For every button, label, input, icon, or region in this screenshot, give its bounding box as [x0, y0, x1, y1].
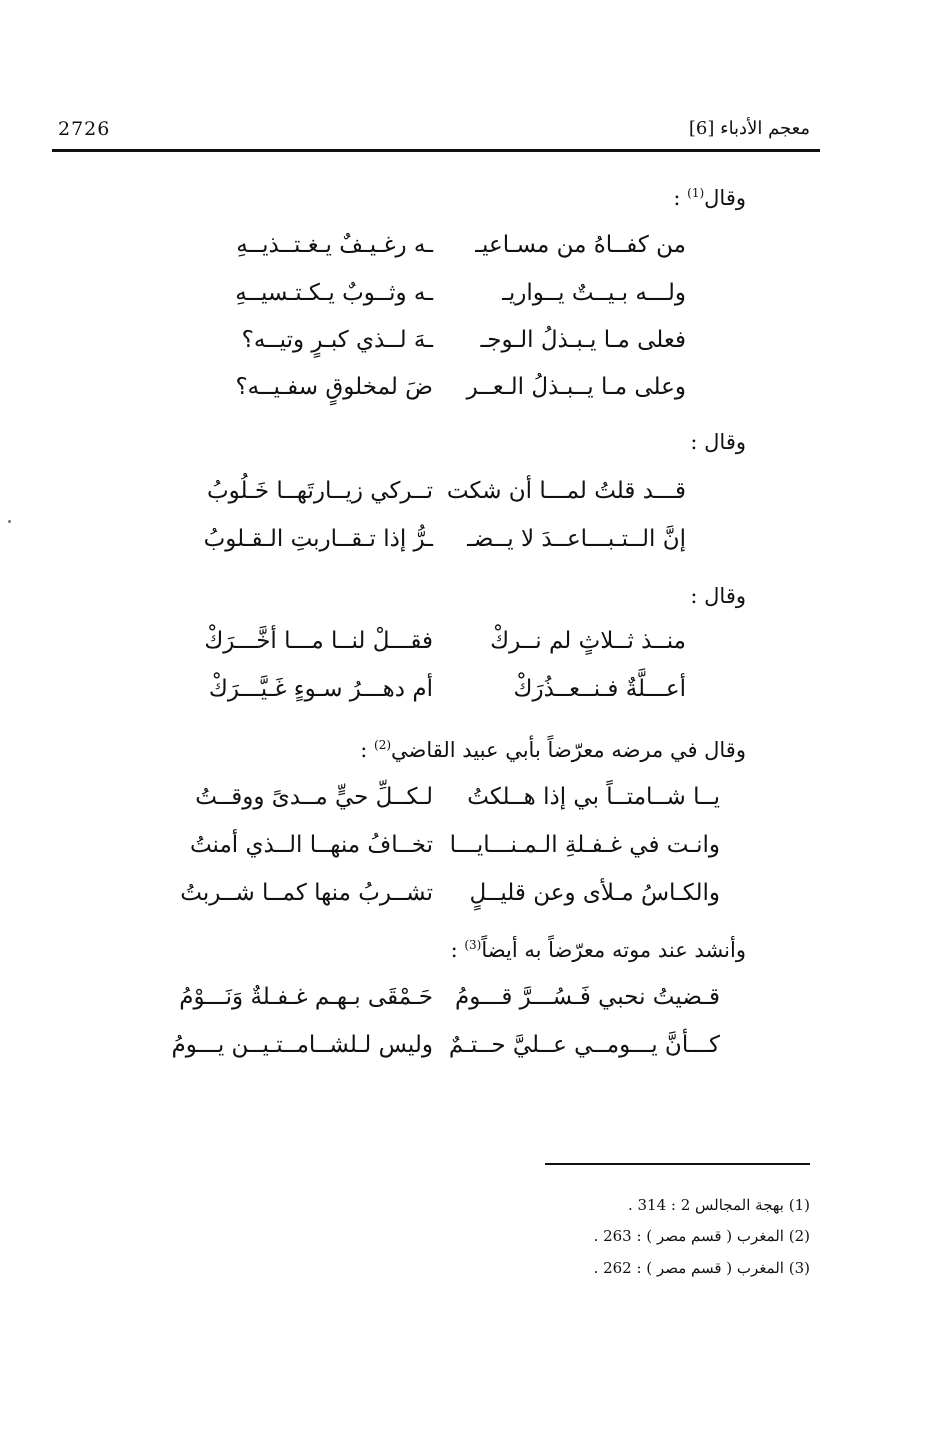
verse-first-hemistich: ولـــه بـيــتٌ يــواريـ [502, 280, 686, 306]
footnote-rule [545, 1163, 810, 1165]
footnote-ref: (3) [464, 938, 482, 952]
verse-first-hemistich: من كفــاهُ من مسـاعيـ [475, 232, 686, 258]
verse-first-hemistich: قـــد قلتُ لمـــا أن شكت [446, 478, 686, 504]
verse-second-hemistich: ـه وثــوبٌ يـكـتـسيــهِ [235, 280, 433, 306]
margin-mark [8, 520, 11, 523]
header-rule [52, 149, 820, 152]
page-number: 2726 [58, 118, 111, 140]
verse-second-hemistich: أم دهـــرُ سـوءٍ غَـيَّـــرَكْ [208, 676, 433, 702]
running-title: معجم الأدباء [6] [688, 118, 810, 139]
verse-first-hemistich: فعلى مـا يـبـذلُ الـوجـ [480, 327, 686, 353]
verse-first-hemistich: والكـاسُ مـلأى وعن قليــلٍ [469, 880, 720, 906]
footnote-2: (2) المغرب ( قسم مصر ) : 263 . [593, 1227, 810, 1245]
verse-second-hemistich: حَـمْقَى بـهـم غـفـلةٌ وَنَـــوْمُ [179, 984, 433, 1010]
poem-intro-5: وأنشد عند موته معرّضاً به أيضاً$^{(3)}$ : [450, 938, 746, 962]
poem-intro-4: وقال في مرضه معرّضاً بأبي عبيد القاضي$^{(2)}$ : [360, 738, 746, 762]
verse-second-hemistich: تخــافُ منهــا الــذي أمنتُ [189, 832, 433, 858]
verse-first-hemistich: يــا شــامتــاً بي إذا هــلكتُ [467, 784, 720, 810]
verse-first-hemistich: أعـــلَّةٌ فـنــعــذُرَكْ [513, 676, 686, 702]
verse-first-hemistich: كـــأنَّ يـــومــي عــليَّ حــتـمٌ [448, 1032, 720, 1058]
poem-intro-1: وقال$^{(1)}$ : [673, 186, 746, 210]
verse-second-hemistich: ـه رغـيـفٌ يـغـتــذيــهِ [236, 232, 433, 258]
poem-intro-3: وقال : [690, 584, 746, 608]
verse-second-hemistich: ضَ لمخلوقٍ سفـيــه؟ [235, 374, 433, 400]
verse-first-hemistich: وانـت في غـفـلةِ الـمـنـــايـــا [449, 832, 720, 858]
verse-second-hemistich: لـكــلِّ حيٍّ مــدىً ووقــتُ [195, 784, 433, 810]
footnote-ref: (2) [374, 738, 392, 752]
verse-second-hemistich: تــركي زيــارتَهــا خَـلُوبُ [206, 478, 433, 504]
verse-second-hemistich: ـهَ لــذي كبـرٍ وتيــه؟ [241, 327, 433, 353]
footnote-ref: (1) [687, 186, 705, 200]
verse-first-hemistich: منــذ ثــلاثٍ لم نــركْ [490, 628, 686, 654]
verse-second-hemistich: فقـــلْ لنــا مـــا أخَّـــرَكْ [204, 628, 433, 654]
verse-second-hemistich: وليس لـلشــامــتـيــن يـــومُ [171, 1032, 433, 1058]
poem-intro-2: وقال : [690, 430, 746, 454]
verse-second-hemistich: ـرُّ إذا تـقــاربتِ الـقـلوبُ [203, 526, 433, 552]
verse-first-hemistich: وعلى مـا يــبـذلُ الـعــر [466, 374, 686, 400]
verse-first-hemistich: إنَّ الــتـبـــاعــدَ لا يــضـ [467, 526, 686, 552]
footnote-3: (3) المغرب ( قسم مصر ) : 262 . [593, 1259, 810, 1277]
footnote-1: (1) بهجة المجالس 2 : 314 . [627, 1196, 810, 1214]
verse-first-hemistich: قـضيتُ نحبي فَـسُـــرَّ قـــومُ [455, 984, 720, 1010]
verse-second-hemistich: تشــربُ منها كمــا شــربتُ [180, 880, 433, 906]
